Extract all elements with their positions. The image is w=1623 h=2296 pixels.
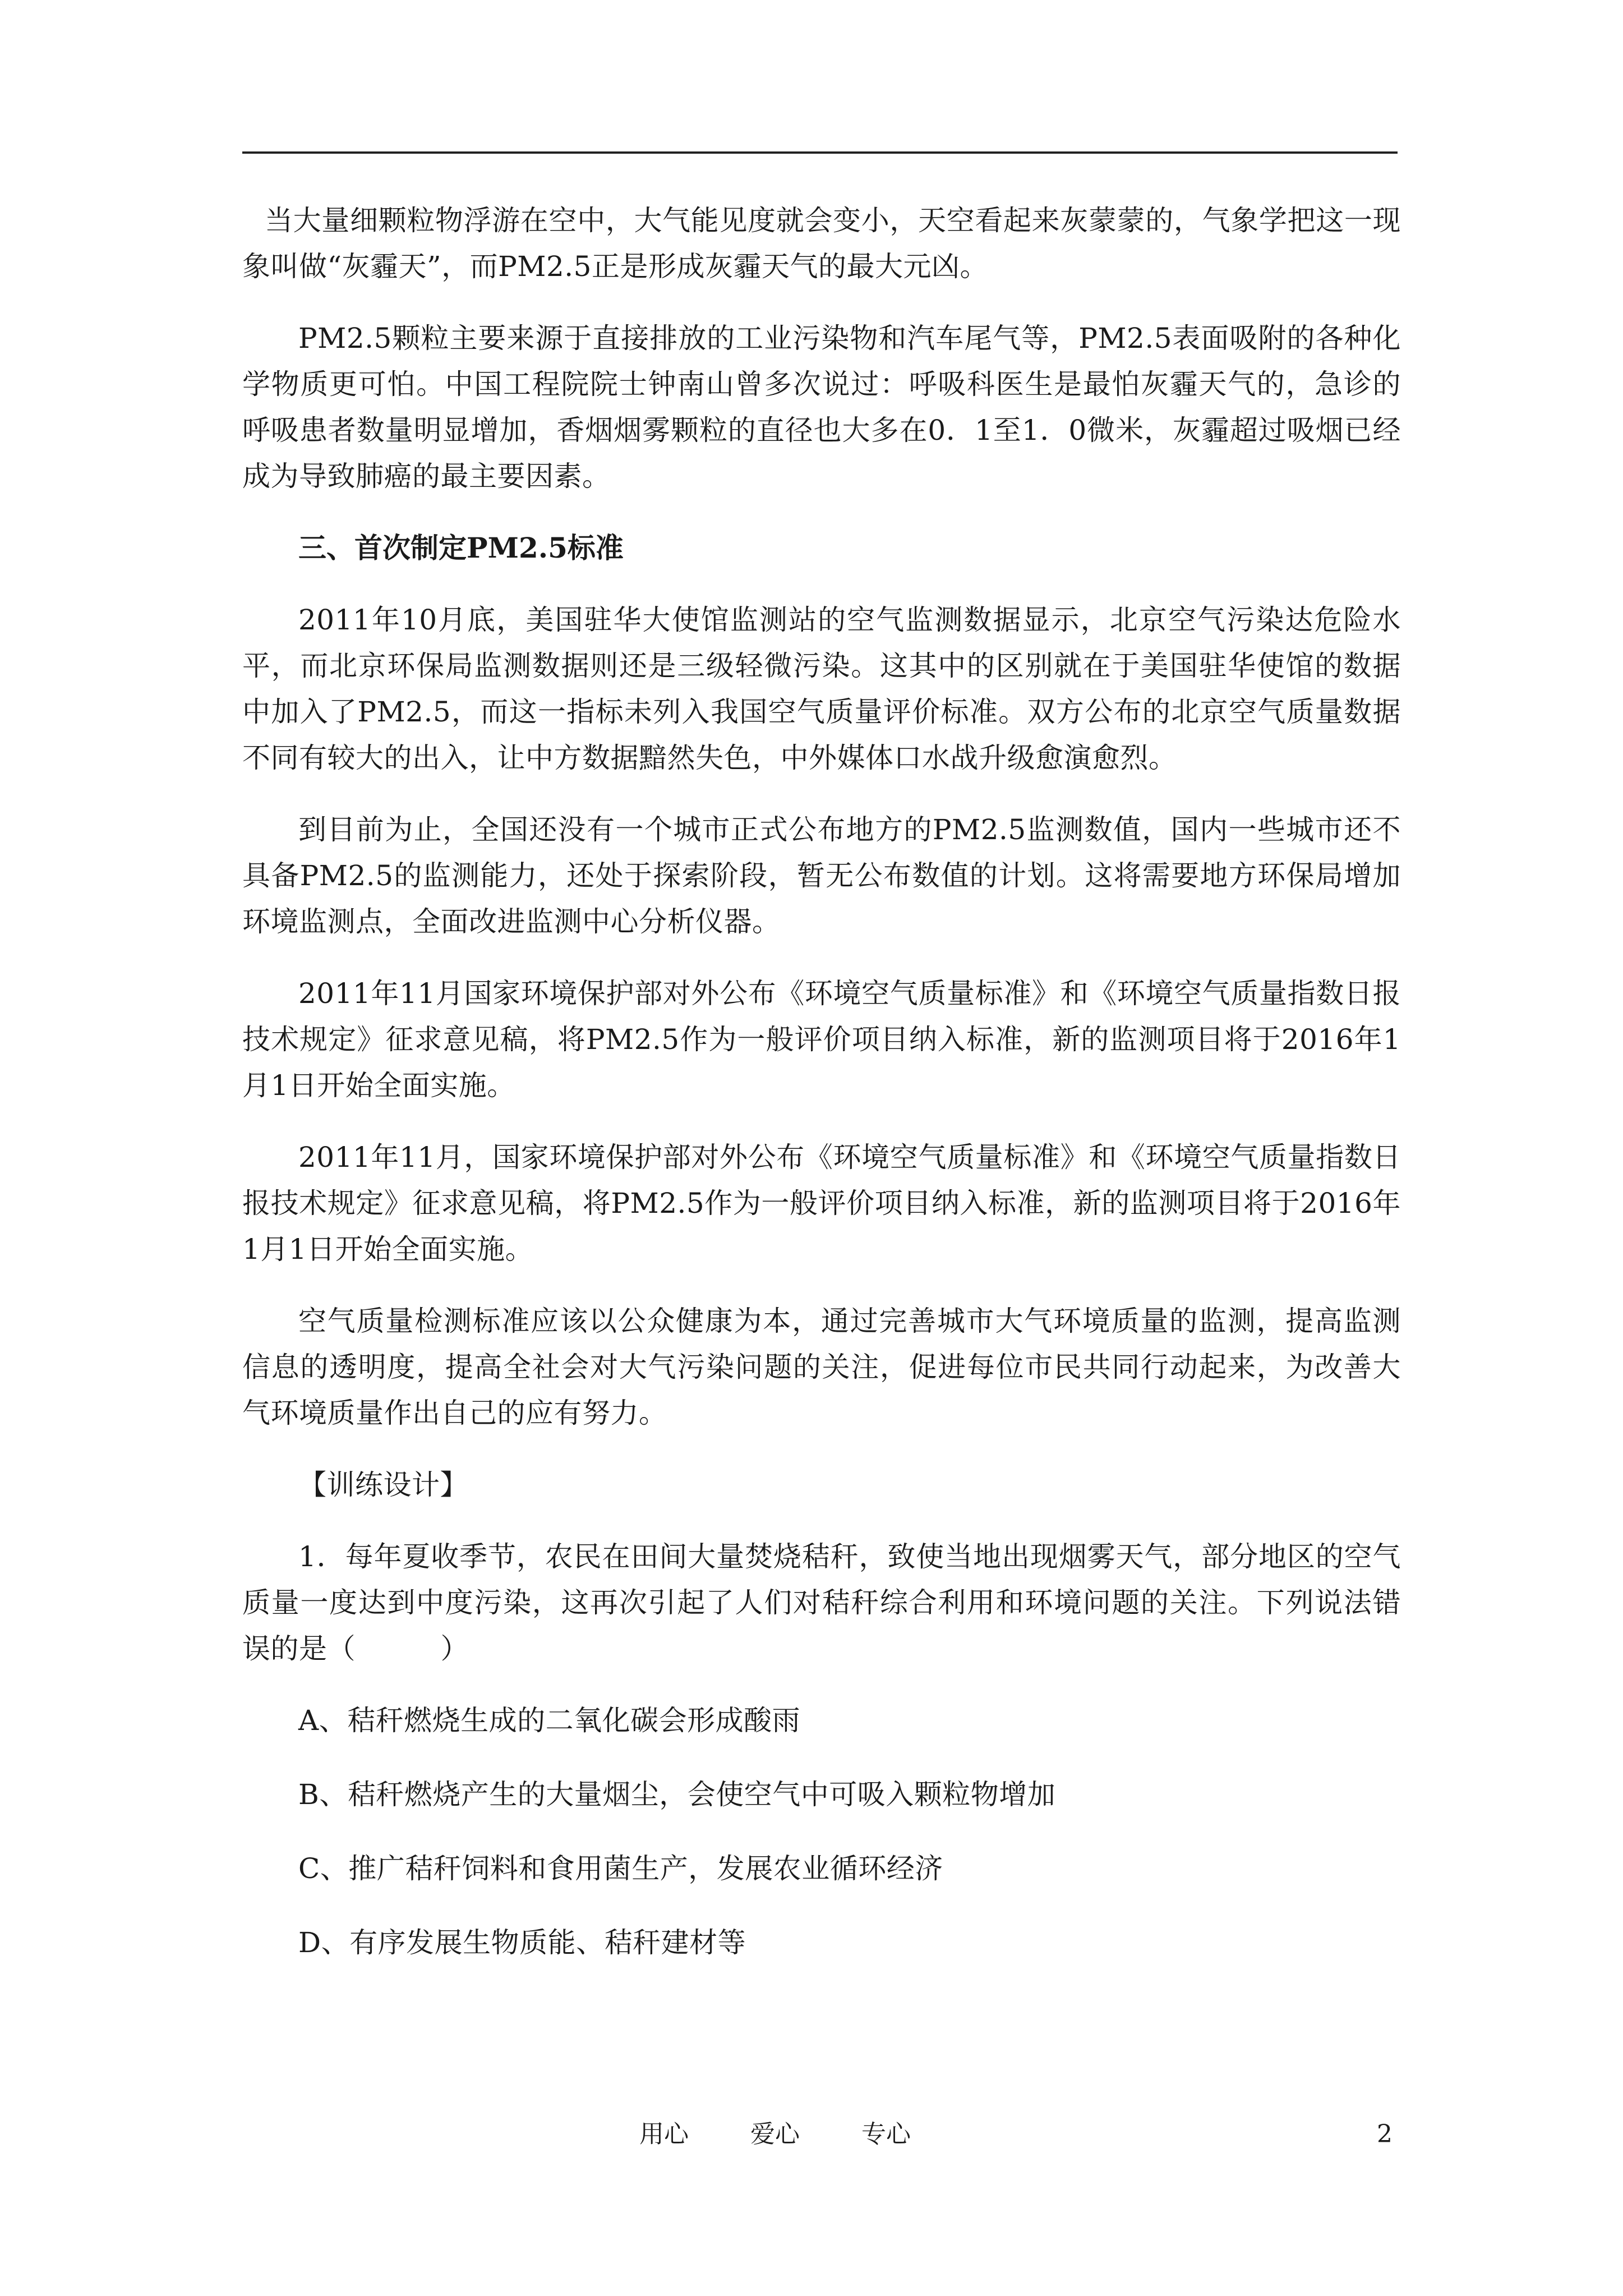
document-body <box>242 197 1401 1994</box>
option-a: A、秸秆燃烧生成的二氧化碳会形成酸雨 <box>298 1704 801 1737</box>
footer-motto <box>639 2115 911 2154</box>
paragraph-haze-definition: 当大量细颗粒物浮游在空中，大气能见度就会变小，天空看起来灰蒙蒙的，气象学把这一现象叫做“灰霾天”，而PM2.5正是形成灰霾天气的最大元凶。 <box>242 204 1401 283</box>
paragraph-embassy-data: 2011年10月底，美国驻华大使馆监测站的空气监测数据显示，北京空气污染达危险水平，而北京环保局监测数据则还是三级轻微污染。这其中的区别就在于美国驻华使馆的数据中加入了PM2.5，而这一指标未列入我国空气质量评价标准。双方公布的北京空气质量数据不同有较大的出入，让中方数据黯然失色，中外媒体口水战升级愈演愈烈。 <box>242 604 1401 774</box>
section-heading-pm25-standard: 三、首次制定PM2.5标准 <box>298 531 624 564</box>
question-1: 1．每年夏收季节，农民在田间大量焚烧秸秆，致使当地出现烟雾天气，部分地区的空气质量一度达到中度污染，这再次引起了人们对秸秆综合利用和环境问题的关注。下列说法错误的是（ ） <box>242 1540 1401 1665</box>
paragraph-pm25-sources: PM2.5颗粒主要来源于直接排放的工业污染物和汽车尾气等，PM2.5表面吸附的各种化学物质更可怕。中国工程院院士钟南山曾多次说过：呼吸科医生是最怕灰霾天气的，急诊的呼吸患者数量明显增加，香烟烟雾颗粒的直径也大多在0．1至1．0微米，灰霾超过吸烟已经成为导致肺癌的最主要因素。 <box>242 322 1401 493</box>
paragraph-public-health: 空气质量检测标准应该以公众健康为本，通过完善城市大气环境质量的监测，提高监测信息的透明度，提高全社会对大气污染问题的关注，促进每位市民共同行动起来，为改善大气环境质量作出自己的应有努力。 <box>242 1305 1401 1429</box>
option-b: B、秸秆燃烧产生的大量烟尘，会使空气中可吸入颗粒物增加 <box>298 1778 1056 1811</box>
page-footer <box>0 2115 1623 2154</box>
paragraph-city-monitoring: 到目前为止，全国还没有一个城市正式公布地方的PM2.5监测数值，国内一些城市还不具备PM2.5的监测能力，还处于探索阶段，暂无公布数值的计划。这将需要地方环保局增加环境监测点，全面改进监测中心分析仪器。 <box>242 813 1401 938</box>
footer-motto-2: 爱心 <box>750 2120 800 2148</box>
paragraph-standard-draft-1: 2011年11月国家环境保护部对外公布《环境空气质量标准》和《环境空气质量指数日报技术规定》征求意见稿，将PM2.5作为一般评价项目纳入标准，新的监测项目将于2016年1月1日开始全面实施。 <box>242 977 1401 1102</box>
option-c: C、推广秸秆饲料和食用菌生产，发展农业循环经济 <box>298 1852 943 1885</box>
footer-motto-1: 用心 <box>639 2120 689 2148</box>
page-number: 2 <box>1377 2120 1393 2148</box>
footer-motto-3: 专心 <box>861 2120 911 2148</box>
training-heading: 【训练设计】 <box>298 1469 468 1501</box>
option-d: D、有序发展生物质能、秸秆建材等 <box>298 1926 746 1959</box>
paragraph-standard-draft-2: 2011年11月，国家环境保护部对外公布《环境空气质量标准》和《环境空气质量指数日报技术规定》征求意见稿，将PM2.5作为一般评价项目纳入标准，新的监测项目将于2016年1月1日开始全面实施。 <box>242 1141 1401 1266</box>
header-rule <box>242 151 1398 154</box>
